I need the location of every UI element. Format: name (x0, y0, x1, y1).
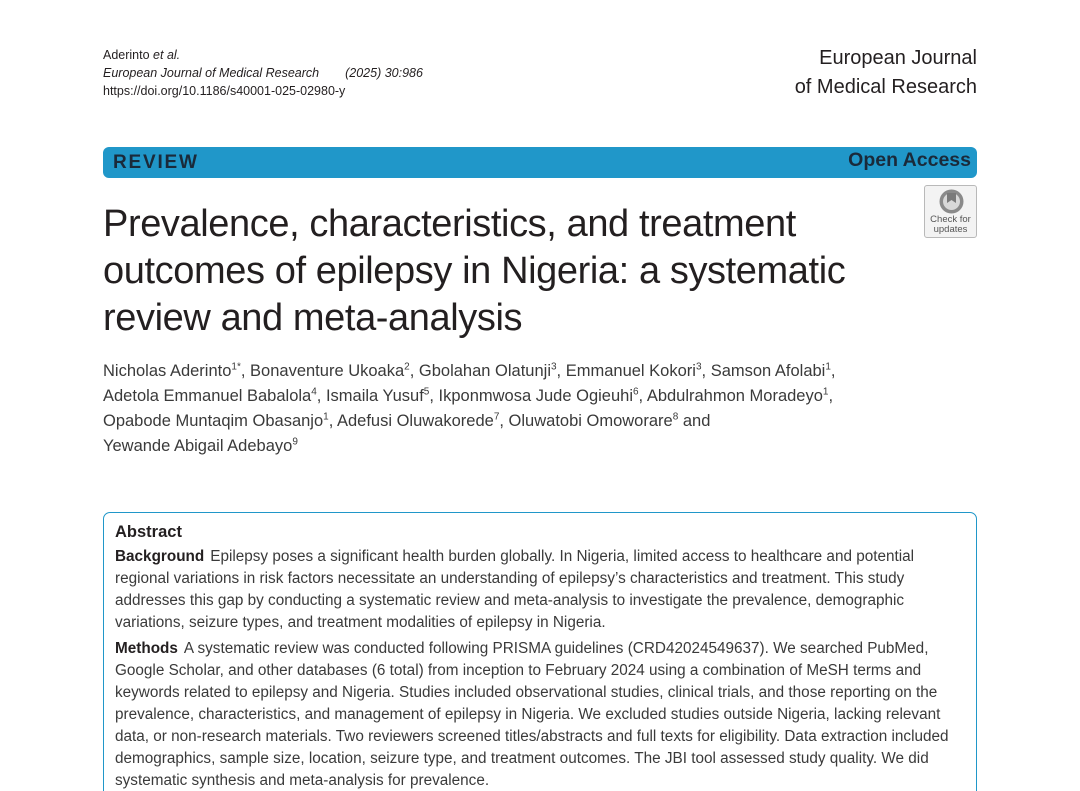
author: Gbolahan Olatunji$^3$ (418, 361, 557, 380)
methods-text: A systematic review was conducted following PRISMA guidelines (CRD42024549637). We searched PubMed, Google Scholar, and other databases (6 total) from inception to February 2024 using a combination of MeSH terms and keywords related to epilepsy and Nigeria. Studies included observational studies, clinical trials, and those reporting on the prevalence, characteristics, and management of epilepsy in Nigeria. We excluded studies outside Nigeria, lacking relevant data, or non-research materials. Two reviewers screened titles/abstracts and full texts for eligibility. Data extraction included demographics, sample size, location, seizure type, and treatment outcomes. The JBI tool assessed study quality. We did systematic synthesis and meta-analysis for prevalence. (115, 640, 949, 789)
abstract-box (103, 512, 977, 791)
abstract-methods (115, 638, 960, 791)
author: Emmanuel Kokori$^3$ (565, 361, 702, 380)
article-type-banner (103, 147, 977, 178)
lead-author: Aderinto (103, 48, 150, 62)
author: Adefusi Oluwakorede$^7$ (336, 411, 500, 430)
check-updates-icon (938, 188, 965, 215)
author-list: Nicholas Aderinto$^{1*}$, Bonaventure Ukoaka$^2$, Gbolahan Olatunji$^3$, Emmanuel Kokori$^3$, Samson Afolabi$^1$, Adetola Emmanuel Babalola$^4$, Ismaila Yusuf$^5$, Ikponmwosa Jude Ogieuhi$^6$, Abdulrahmon Moradeyo$^1$, Opabode Muntaqim Obasanjo$^1$, Adefusi Oluwakorede$^7$, Oluwatobi Omoworare$^8$ and Yewande Abigail Adebayo$^9$ (103, 361, 836, 455)
et-al: et al. (153, 48, 181, 62)
journal-citation: European Journal of Medical Research (103, 66, 320, 80)
journal-citation-line (103, 64, 423, 82)
author: Samson Afolabi$^1$ (710, 361, 831, 380)
author: Oluwatobi Omoworare$^8$ (508, 411, 679, 430)
author: Adetola Emmanuel Babalola$^4$ (103, 386, 317, 405)
journal-logo-text (795, 44, 977, 102)
author: Opabode Muntaqim Obasanjo$^1$ (103, 411, 329, 430)
open-access-label: Open Access (848, 149, 971, 171)
author: Ismaila Yusuf$^5$ (325, 386, 430, 405)
background-label: Background (115, 548, 205, 565)
article-type: REVIEW (113, 152, 199, 173)
article-title: Prevalence, characteristics, and treatment outcomes of epilepsy in Nigeria: a systematic review and meta-analysis (103, 203, 846, 339)
author: Yewande Abigail Adebayo$^9$ (103, 436, 298, 455)
year-volume: (2025) 30:986 (345, 66, 423, 80)
abstract-heading: Abstract (115, 523, 182, 541)
check-for-updates-button[interactable] (924, 185, 977, 238)
author: Bonaventure Ukoaka$^2$ (250, 361, 410, 380)
author-line (103, 46, 423, 64)
doi-link[interactable]: https://doi.org/10.1186/s40001-025-02980-y (103, 84, 346, 98)
journal-name-line2: of Medical Research (794, 76, 977, 98)
background-text: Epilepsy poses a significant health burden globally. In Nigeria, limited access to healthcare and potential regional variations in risk factors necessitate an understanding of epilepsy’s characteristics and treatment. This study addresses this gap by conducting a systematic review and meta-analysis to investigate the prevalence, demographic variations, seizure types, and treatment modalities of epilepsy in Nigeria. (115, 548, 915, 631)
article-citation (103, 46, 423, 100)
check-updates-label: Check for updates (930, 214, 971, 235)
author: Abdulrahmon Moradeyo$^1$ (646, 386, 829, 405)
author: Ikponmwosa Jude Ogieuhi$^6$ (438, 386, 639, 405)
methods-label: Methods (115, 640, 178, 657)
journal-name-line1: European Journal (819, 47, 977, 69)
abstract-background (115, 546, 960, 634)
author: Nicholas Aderinto$^{1*}$ (103, 361, 241, 380)
